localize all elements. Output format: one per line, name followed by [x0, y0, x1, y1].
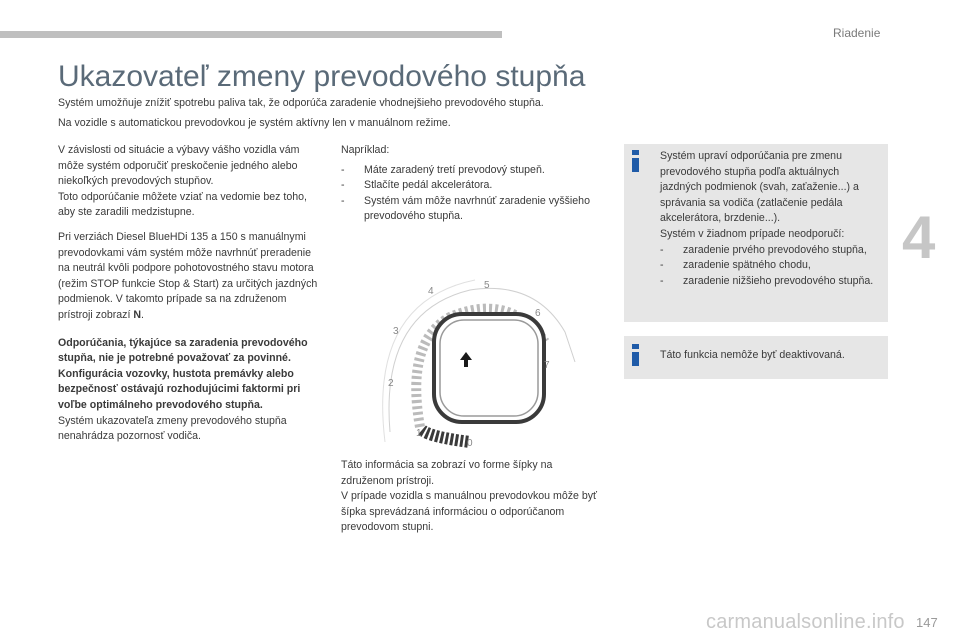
list-item: - Stlačíte pedál akcelerátora. — [341, 178, 603, 194]
left-paragraph-1: V závislosti od situácie a výbavy vášho vozidla vám môže systém odporučiť preskočenie jedného alebo niekoľkých prevodových stupňov. Toto odporúčanie môžete vziať na vedomie bez toho, aby ste zaradili medzistupne. — [58, 144, 307, 219]
gauge-caption — [341, 458, 603, 545]
list-item: - zaradenie prvého prevodového stupňa, — [660, 243, 880, 259]
example-label: Napríklad: — [341, 144, 390, 156]
chapter-number: 4 — [902, 204, 936, 271]
intro-line-1: Systém umožňuje znížiť spotrebu paliva tak, že odporúča zaradenie vhodnejšieho prevodového stupňa. — [58, 97, 544, 109]
left-column — [58, 143, 320, 454]
gear-label-6: 6 — [535, 308, 541, 319]
caption-paragraph-2: V prípade vozidla s manuálnou prevodovkou môže byť šípka sprevádzaná informáciou o odporúčanom prevodovom stupni. — [341, 490, 598, 534]
info-box-adjustments — [624, 144, 888, 322]
gear-label-4: 4 — [428, 286, 434, 297]
list-item: - zaradenie spätného chodu, — [660, 258, 880, 274]
info-text-2: Systém v žiadnom prípade neodporučí: — [660, 227, 845, 240]
left-paragraph-2: Pri verziách Diesel BlueHDi 135 a 150 s manuálnymi prevodovkami vám systém môže navrhnúť preradenie na neutrál kvôli podpore pohotovostného stavu motora (režim STOP funkcie Stop & Start) za určitých jazdných podmienok. V takomto prípade sa na združenom prístroji zobrazí N. — [58, 230, 318, 321]
gear-label-3: 3 — [393, 326, 399, 337]
info-icon — [630, 150, 641, 172]
display-frame — [434, 314, 544, 422]
info-text-1: Systém upraví odporúčania pre zmenu prevodového stupňa podľa aktuálnych jazdných podmienok (svah, zaťaženie...) a správania sa vodiča (zatlačenie pedála akcelerátora, brzdenie...). — [660, 150, 859, 225]
warning-bold-1: Odporúčania, týkajúce sa zaradenia prevodového stupňa, nie je potrebné považovať za povinné. — [58, 336, 308, 365]
middle-column — [341, 143, 603, 225]
gear-label-5: 5 — [484, 280, 490, 291]
example-list — [341, 163, 603, 225]
warning-bold-2: Konfigurácia vozovky, hustota premávky alebo bezpečnosť ostávajú rozhodujúcimi faktormi pri voľbe optimálneho prevodového stupňa. — [58, 367, 301, 411]
section-title: Riadenie — [833, 26, 881, 40]
info-icon — [630, 344, 641, 366]
gear-label-7: 7 — [544, 360, 550, 371]
page-title: Ukazovateľ zmeny prevodového stupňa — [58, 60, 586, 93]
gear-label-2: 2 — [388, 378, 394, 389]
gear-shift-indicator-illustration — [360, 272, 592, 450]
header-bar — [0, 31, 502, 38]
intro-line-2: Na vozidle s automatickou prevodovkou je systém aktívny len v manuálnom režime. — [58, 117, 451, 129]
info-list — [660, 243, 880, 290]
gear-label-0: 0 — [467, 438, 473, 449]
watermark: carmanualsonline.info — [706, 611, 905, 633]
caption-paragraph-1: Táto informácia sa zobrazí vo forme šípky na združenom prístroji. — [341, 459, 553, 487]
list-item: - Systém vám môže navrhnúť zaradenie vyššieho prevodového stupňa. — [341, 194, 603, 225]
gear-label-1: 1 — [416, 428, 422, 439]
neutral-mark: N — [133, 308, 142, 321]
info-box-deactivation — [624, 336, 888, 379]
list-item: - zaradenie nižšieho prevodového stupňa. — [660, 274, 880, 290]
info-text-deactivation: Táto funkcia nemôže byť deaktivovaná. — [660, 349, 845, 361]
list-item: - Máte zaradený tretí prevodový stupeň. — [341, 163, 603, 179]
left-paragraph-3: Odporúčania, týkajúce sa zaradenia prevodového stupňa, nie je potrebné považovať za povinné. Konfigurácia vozovky, hustota premávky alebo bezpečnosť ostávajú rozhodujúcimi faktormi pri voľbe optimálneho prevodového stupňa. Systém ukazovateľa zmeny prevodového stupňa nenahrádza pozornosť vodiča. — [58, 336, 308, 443]
page-number: 147 — [916, 615, 938, 630]
